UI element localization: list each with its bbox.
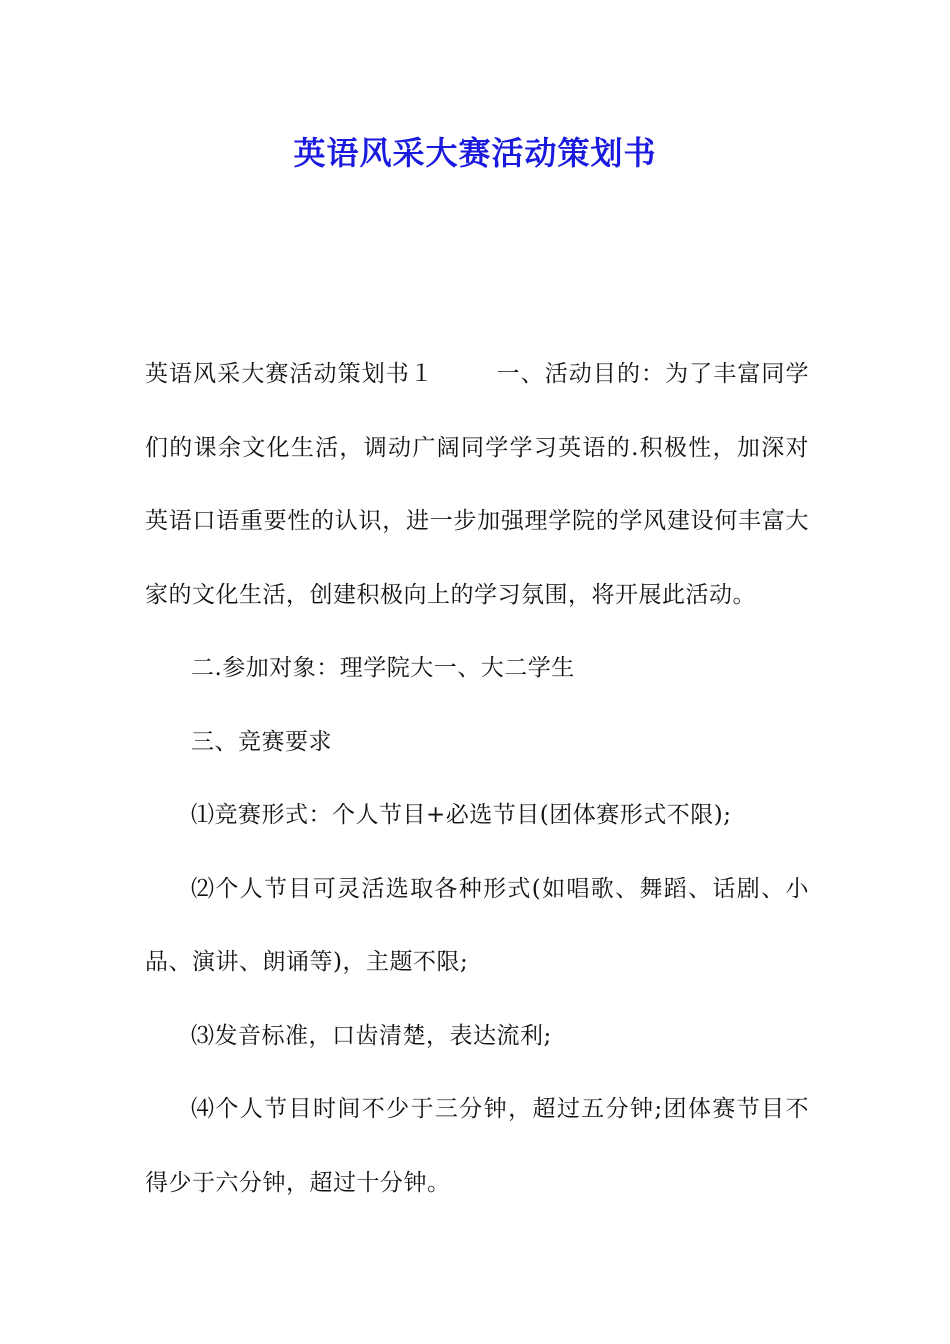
paragraph-text: 一、活动目的：为了丰富同学们的课余文化生活，调动广阔同学学习英语的.积极性，加深对英语口语重要性的认识，进一步加强理学院的学风建设何丰富大家的文化生活，创建积极向上的学习氛围，将开展此活动。 <box>145 361 810 608</box>
paragraph-requirement-2: ⑵个人节目可灵活选取各种形式(如唱歌、舞蹈、话剧、小品、演讲、朗诵等)，主题不限; <box>145 875 809 975</box>
document-body <box>145 338 809 1220</box>
paragraph-requirement-4: ⑷个人节目时间不少于三分钟，超过五分钟;团体赛节目不得少于六分钟，超过十分钟。 <box>145 1096 809 1196</box>
paragraph-purpose <box>145 338 809 632</box>
document-title: 英语风采大赛活动策划书 <box>293 134 657 172</box>
paragraph-requirement-1: ⑴竞赛形式：个人节目+必选节目(团体赛形式不限); <box>191 802 732 828</box>
paragraph-participants: 二.参加对象：理学院大一、大二学生 <box>191 655 575 681</box>
paragraph-requirements-heading: 三、竞赛要求 <box>191 728 332 755</box>
paragraph-requirement-3: ⑶发音标准，口齿清楚，表达流利; <box>191 1022 552 1049</box>
paragraph-heading: 英语风采大赛活动策划书１ <box>145 361 434 387</box>
